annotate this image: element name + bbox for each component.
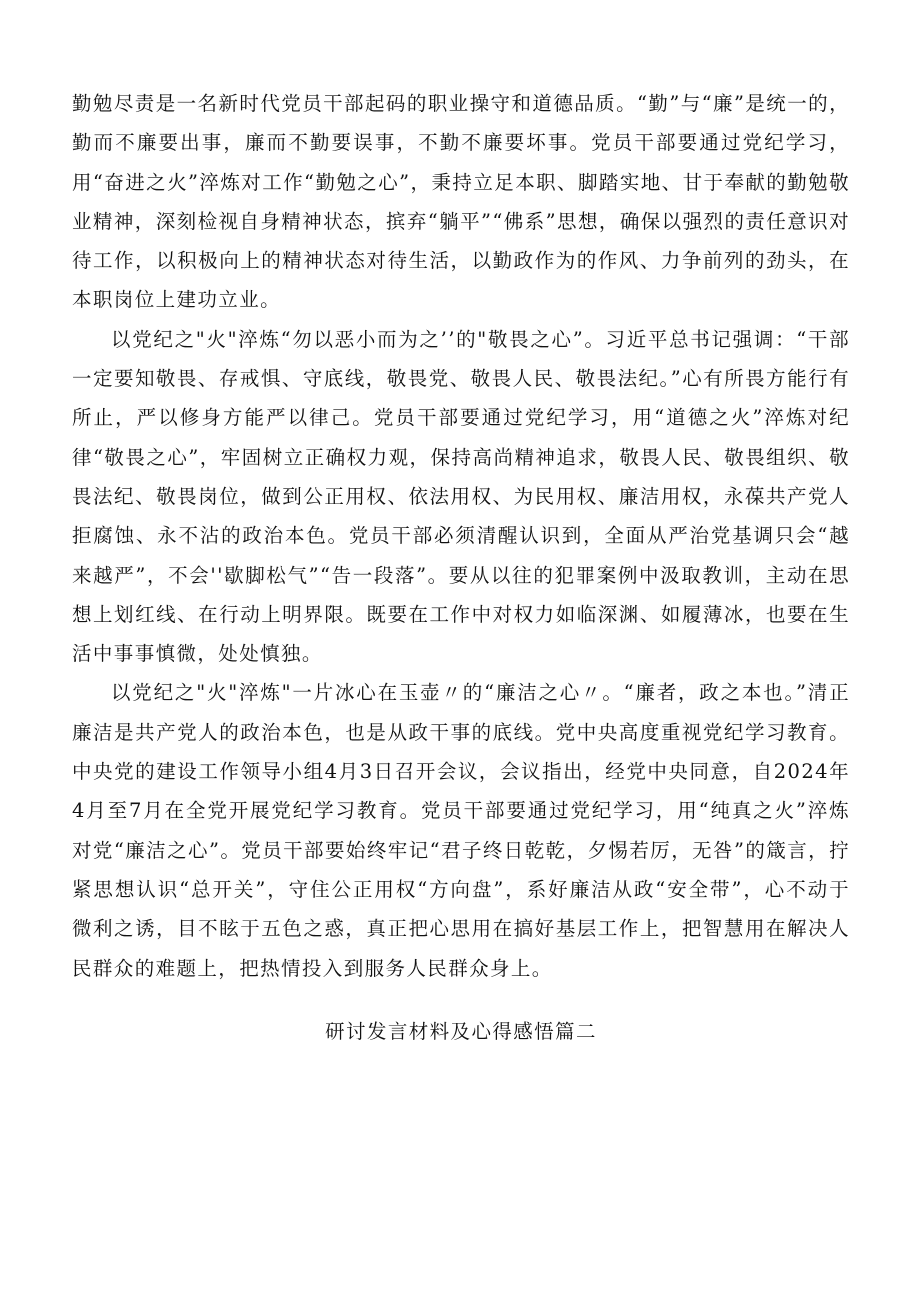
section-heading: 研讨发言材料及心得感悟篇二: [325, 1019, 597, 1043]
paragraph-reverence: 以党纪之"火"淬炼“勿以恶小而为之’’的"敬畏之心”。习近平总书记强调：“干部一定要知敬畏、存戒惧、守底线，敬畏党、敬畏人民、敬畏法纪。”心有所畏方能行有所止，严以修身方能严以律己。党员干部要通过党纪学习，用“道德之火”淬炼对纪律“敬畏之心”，牢固树立正确权力观，保持高尚精神追求，敬畏人民、敬畏组织、敬畏法纪、敬畏岗位，做到公正用权、依法用权、为民用权、廉洁用权，永葆共产党人拒腐蚀、永不沾的政治本色。党员干部必须清醒认识到，全面从严治党基调只会“越来越严”，不会''歇脚松气”“告一段落”。要从以往的犯罪案例中汲取教训，主动在思想上划红线、在行动上明界限。既要在工作中对权力如临深渊、如履薄冰，也要在生活中事事慎微，处处慎独。: [72, 327, 850, 666]
paragraph-integrity: 以党纪之"火"淬炼"一片冰心在玉壶〃的“廉洁之心〃。“廉者，政之本也。”清正廉洁是共产党人的政治本色，也是从政干事的底线。党中央高度重视党纪学习教育。中央党的建设工作领导小组4月3日召开会议，会议指出，经党中央同意，自2024年4月至7月在全党开展党纪学习教育。党员干部要通过党纪学习，用“纯真之火”淬炼对党“廉洁之心”。党员干部要始终牢记“君子终日乾乾，夕惕若厉，无咎”的箴言，拧紧思想认识“总开关”，守住公正用权“方向盘”，系好廉洁从政“安全带”，心不动于微利之诱，目不眩于五色之惑，真正把心思用在搞好基层工作上，把智慧用在解决人民群众的难题上，把热情投入到服务人民群众身上。: [72, 681, 850, 980]
paragraph-diligence: 勤勉尽责是一名新时代党员干部起码的职业操守和道德品质。“勤”与“廉”是统一的，勤而不廉要出事，廉而不勤要误事，不勤不廉要坏事。党员干部要通过党纪学习，用“奋进之火”淬炼对工作“勤勉之心”，秉持立足本职、脚踏实地、甘于奉献的勤勉敬业精神，深刻检视自身精神状态，摈弃“躺平”“佛系”思想，确保以强烈的责任意识对待工作，以积极向上的精神状态对待生活，以勤政作为的作风、力争前列的劲头，在本职岗位上建功立业。: [72, 92, 850, 312]
